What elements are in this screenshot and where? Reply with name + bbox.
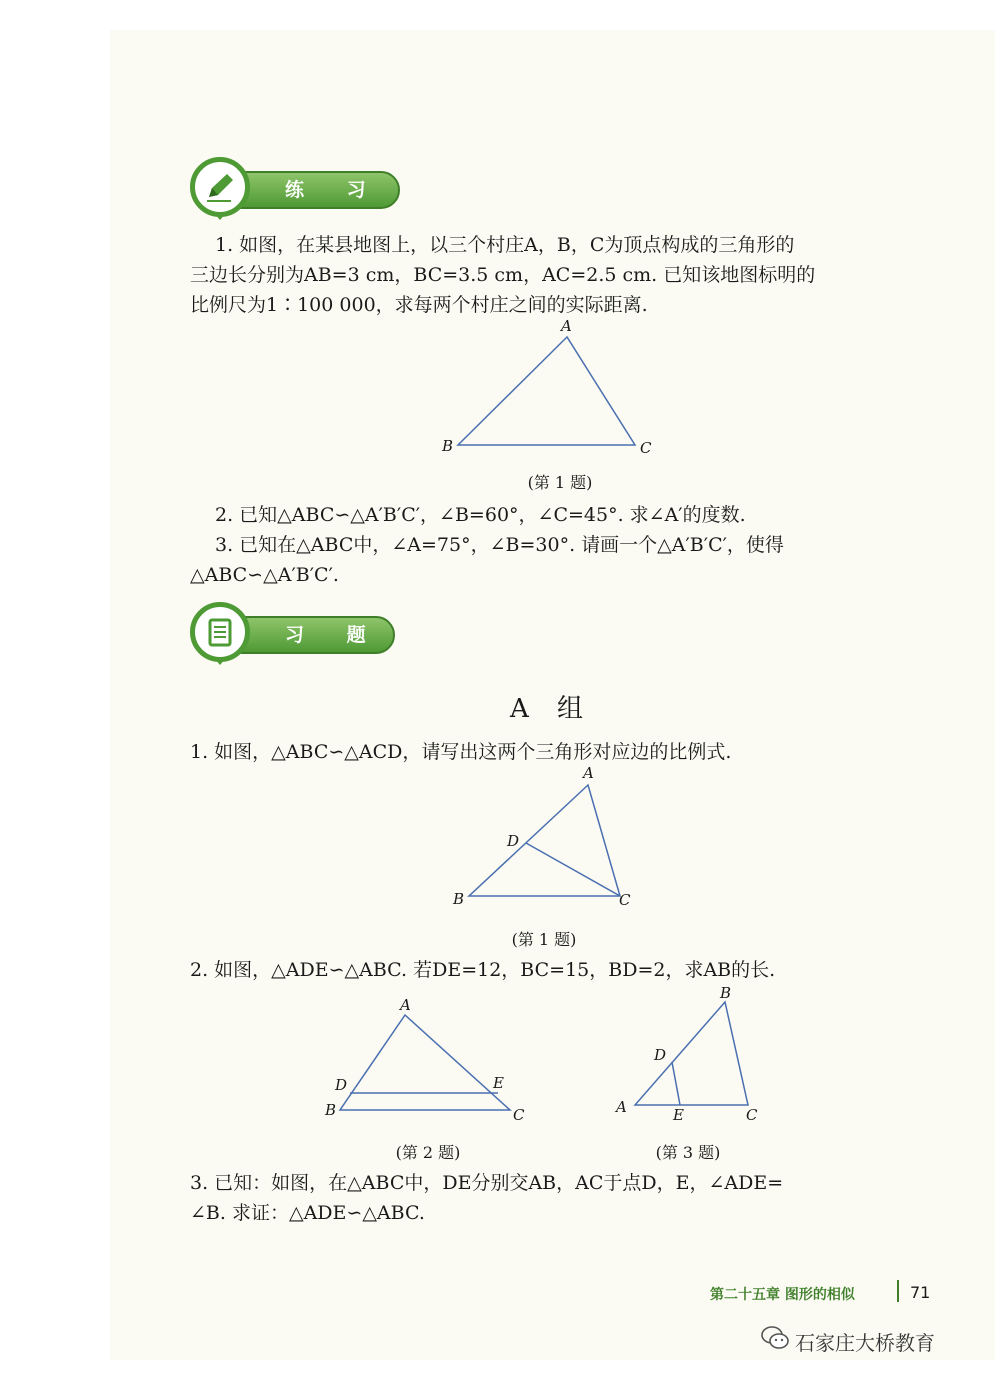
exercises-figure-1 bbox=[445, 760, 645, 915]
exercises-q3-line2: ∠B. 求证：△ADE∽△ABC. bbox=[190, 1202, 425, 1224]
vertex-label-c: C bbox=[640, 439, 652, 457]
vertex-label-a: A bbox=[400, 996, 411, 1014]
vertex-label-b: B bbox=[453, 890, 465, 908]
vertex-label-a: A bbox=[583, 764, 594, 782]
vertex-label-b: B bbox=[325, 1101, 337, 1119]
exercises-title: 习 题 bbox=[285, 624, 384, 646]
chapter-footer: 第二十五章 图形的相似 bbox=[710, 1287, 855, 1303]
vertex-label-c: C bbox=[513, 1106, 525, 1124]
practice-q3-line2: △ABC∽△A′B′C′. bbox=[190, 564, 339, 586]
practice-q1-line1: 1. 如图，在某县地图上，以三个村庄A，B，C为顶点构成的三角形的 bbox=[215, 234, 795, 256]
vertex-label-d: D bbox=[654, 1046, 667, 1064]
page-number: 71 bbox=[910, 1283, 931, 1302]
practice-q3-line1: 3. 已知在△ABC中，∠A=75°，∠B=30°. 请画一个△A′B′C′，使得 bbox=[215, 534, 784, 556]
vertex-label-e: E bbox=[673, 1106, 684, 1124]
watermark-text: 石家庄大桥教育 bbox=[795, 1331, 935, 1355]
exercises-figure-2 bbox=[315, 990, 535, 1125]
vertex-label-b: B bbox=[720, 984, 732, 1002]
vertex-label-c: C bbox=[746, 1106, 758, 1124]
vertex-label-b: B bbox=[442, 437, 454, 455]
vertex-label-a: A bbox=[616, 1098, 627, 1116]
exercises-figure-3 bbox=[610, 980, 770, 1125]
vertex-label-a: A bbox=[561, 317, 572, 335]
practice-title: 练 习 bbox=[285, 179, 384, 201]
practice-figure-1 bbox=[430, 315, 670, 460]
footer-divider bbox=[897, 1280, 899, 1302]
practice-q1-line3: 比例尺为1∶100 000，求每两个村庄之间的实际距离. bbox=[190, 294, 648, 316]
vertex-label-d: D bbox=[507, 832, 520, 850]
practice-q1-line2: 三边长分别为AB=3 cm，BC=3.5 cm，AC=2.5 cm. 已知该地图标明的 bbox=[190, 264, 816, 286]
exercises-banner bbox=[190, 610, 395, 656]
chevron-down-icon bbox=[214, 658, 226, 665]
vertex-label-d: D bbox=[335, 1076, 348, 1094]
exercises-q2: 2. 如图，△ADE∽△ABC. 若DE=12，BC=15，BD=2，求AB的长. bbox=[190, 959, 776, 981]
group-a-heading: A 组 bbox=[510, 694, 594, 724]
exercises-fig2-caption: (第 2 题) bbox=[395, 1143, 461, 1162]
exercises-fig3-caption: (第 3 题) bbox=[655, 1143, 721, 1162]
wechat-icon bbox=[760, 1325, 790, 1351]
practice-fig1-caption: (第 1 题) bbox=[527, 473, 593, 492]
notebook-icon bbox=[190, 602, 250, 662]
practice-q2: 2. 已知△ABC∽△A′B′C′，∠B=60°，∠C=45°. 求∠A′的度数. bbox=[215, 504, 746, 526]
practice-banner bbox=[190, 165, 400, 211]
vertex-label-c: C bbox=[619, 891, 631, 909]
chevron-down-icon bbox=[214, 213, 226, 220]
exercises-q3-line1: 3. 已知：如图，在△ABC中，DE分别交AB，AC于点D，E，∠ADE= bbox=[190, 1172, 784, 1194]
vertex-label-e: E bbox=[493, 1074, 504, 1092]
exercises-q1: 1. 如图，△ABC∽△ACD，请写出这两个三角形对应边的比例式. bbox=[190, 741, 732, 763]
pencil-icon bbox=[190, 157, 250, 217]
exercises-fig1-caption: (第 1 题) bbox=[511, 930, 577, 949]
